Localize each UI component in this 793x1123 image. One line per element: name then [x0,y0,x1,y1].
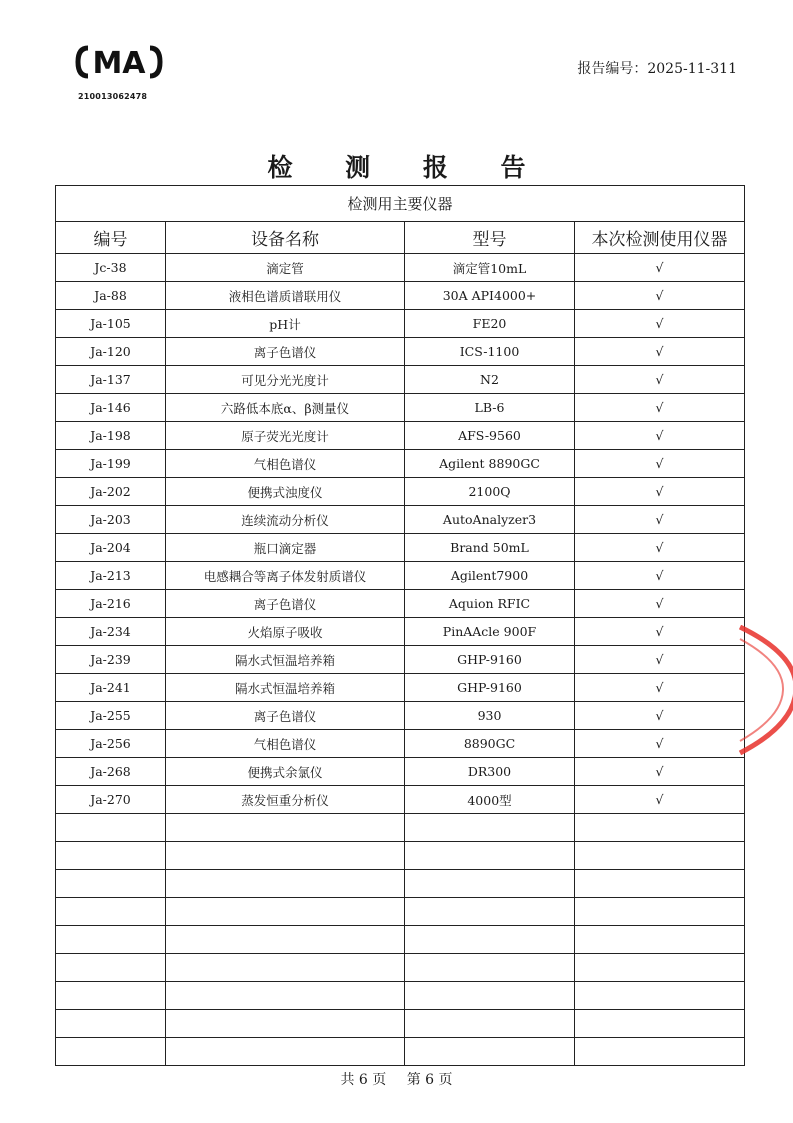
empty-cell [575,870,745,898]
page-title: 检 测 报 告 [267,153,548,182]
table-row [56,646,745,674]
table-row [56,730,745,758]
cell-number: Ja-255 [56,702,166,730]
cell-equipment-name: 蒸发恒重分析仪 [166,786,405,814]
cell-equipment-name: 连续流动分析仪 [166,506,405,534]
cell-equipment-name: 便携式余氯仪 [166,758,405,786]
table-row [56,310,745,338]
empty-cell [405,926,575,954]
empty-cell [56,982,166,1010]
empty-cell [56,926,166,954]
cell-used-check: √ [575,394,745,422]
cell-equipment-name: 便携式浊度仪 [166,478,405,506]
cell-number: Ja-203 [56,506,166,534]
empty-cell [405,1010,575,1038]
table-row [56,786,745,814]
cell-used-check: √ [575,310,745,338]
cell-model: AFS-9560 [405,422,575,450]
empty-cell [575,1038,745,1066]
column-header-model: 型号 [405,222,575,254]
cell-equipment-name: 隔水式恒温培养箱 [166,674,405,702]
cell-number: Ja-198 [56,422,166,450]
cell-number: Ja-234 [56,618,166,646]
cell-number: Ja-241 [56,674,166,702]
table-row [56,702,745,730]
table-row [56,758,745,786]
empty-cell [56,814,166,842]
empty-cell [56,842,166,870]
empty-table-row [56,1010,745,1038]
table-row [56,422,745,450]
empty-cell [405,898,575,926]
empty-cell [166,1038,405,1066]
cma-number: 210013062478 [78,92,148,101]
empty-table-row [56,1038,745,1066]
cell-model: Agilent7900 [405,562,575,590]
cell-equipment-name: 原子荧光光度计 [166,422,405,450]
cell-model: Aquion RFIC [405,590,575,618]
cell-used-check: √ [575,450,745,478]
cell-model: FE20 [405,310,575,338]
cell-equipment-name: 气相色谱仪 [166,730,405,758]
empty-cell [166,982,405,1010]
empty-cell [575,954,745,982]
empty-cell [575,814,745,842]
instrument-table [55,185,745,1066]
empty-cell [166,870,405,898]
table-row [56,282,745,310]
table-row [56,562,745,590]
svg-text:MA: MA [92,46,146,81]
cell-model: N2 [405,366,575,394]
cell-equipment-name: 隔水式恒温培养箱 [166,646,405,674]
cell-equipment-name: 离子色谱仪 [166,702,405,730]
cell-used-check: √ [575,730,745,758]
cell-used-check: √ [575,786,745,814]
cell-used-check: √ [575,366,745,394]
cell-model: 滴定管10mL [405,254,575,282]
cell-used-check: √ [575,702,745,730]
cell-number: Ja-202 [56,478,166,506]
cell-equipment-name: 离子色谱仪 [166,590,405,618]
cell-used-check: √ [575,590,745,618]
cell-equipment-name: 电感耦合等离子体发射质谱仪 [166,562,405,590]
cell-used-check: √ [575,254,745,282]
cell-used-check: √ [575,646,745,674]
table-row [56,478,745,506]
cell-equipment-name: 气相色谱仪 [166,450,405,478]
table-row [56,618,745,646]
table-row [56,254,745,282]
cell-equipment-name: 液相色谱质谱联用仪 [166,282,405,310]
empty-cell [575,1010,745,1038]
empty-cell [575,982,745,1010]
table-row [56,506,745,534]
empty-cell [405,1038,575,1066]
empty-cell [166,1010,405,1038]
table-caption: 检测用主要仪器 [56,186,745,222]
cell-number: Jc-38 [56,254,166,282]
empty-table-row [56,954,745,982]
cell-used-check: √ [575,618,745,646]
cell-model: GHP-9160 [405,674,575,702]
cell-number: Ja-88 [56,282,166,310]
empty-cell [575,842,745,870]
page-footer [0,1069,793,1089]
empty-cell [166,898,405,926]
empty-cell [166,814,405,842]
table-row [56,450,745,478]
table-row [56,674,745,702]
empty-table-row [56,842,745,870]
cell-model: Agilent 8890GC [405,450,575,478]
empty-cell [56,954,166,982]
cell-number: Ja-146 [56,394,166,422]
empty-cell [405,982,575,1010]
cell-number: Ja-137 [56,366,166,394]
cell-used-check: √ [575,338,745,366]
cell-equipment-name: 可见分光光度计 [166,366,405,394]
cell-equipment-name: 六路低本底α、β测量仪 [166,394,405,422]
empty-cell [56,870,166,898]
cell-number: Ja-239 [56,646,166,674]
empty-table-row [56,870,745,898]
cell-model: PinAAcle 900F [405,618,575,646]
table-row [56,338,745,366]
cell-used-check: √ [575,422,745,450]
report-number: 报告编号：2025-11-311 [577,61,737,77]
table-row [56,590,745,618]
cell-number: Ja-268 [56,758,166,786]
red-seal [738,625,793,755]
empty-cell [405,870,575,898]
cell-used-check: √ [575,674,745,702]
empty-table-row [56,982,745,1010]
cell-used-check: √ [575,506,745,534]
cell-number: Ja-105 [56,310,166,338]
empty-cell [575,898,745,926]
empty-cell [405,814,575,842]
cell-number: Ja-216 [56,590,166,618]
cell-equipment-name: 火焰原子吸收 [166,618,405,646]
empty-cell [166,842,405,870]
cell-used-check: √ [575,562,745,590]
cell-number: Ja-120 [56,338,166,366]
cell-equipment-name: 离子色谱仪 [166,338,405,366]
cell-model: 8890GC [405,730,575,758]
cell-model: 930 [405,702,575,730]
current-page: 第 6 页 [406,1072,453,1088]
cell-model: GHP-9160 [405,646,575,674]
cell-used-check: √ [575,282,745,310]
column-header-used: 本次检测使用仪器 [575,222,745,254]
cell-number: Ja-256 [56,730,166,758]
empty-cell [575,926,745,954]
cell-number: Ja-199 [56,450,166,478]
empty-cell [166,926,405,954]
column-header-equipment-name: 设备名称 [166,222,405,254]
table-row [56,534,745,562]
cell-model: LB-6 [405,394,575,422]
cell-model: ICS-1100 [405,338,575,366]
cell-number: Ja-270 [56,786,166,814]
cell-model: 30A API4000+ [405,282,575,310]
cell-model: 4000型 [405,786,575,814]
empty-cell [56,1010,166,1038]
cell-model: AutoAnalyzer3 [405,506,575,534]
cell-model: DR300 [405,758,575,786]
empty-cell [166,954,405,982]
empty-cell [405,842,575,870]
empty-table-row [56,898,745,926]
cell-equipment-name: 瓶口滴定器 [166,534,405,562]
cell-number: Ja-204 [56,534,166,562]
cell-equipment-name: 滴定管 [166,254,405,282]
table-row [56,366,745,394]
cell-equipment-name: pH计 [166,310,405,338]
total-pages: 共 6 页 [340,1072,387,1088]
table-row [56,394,745,422]
empty-cell [56,1038,166,1066]
cell-number: Ja-213 [56,562,166,590]
column-header-number: 编号 [56,222,166,254]
cell-used-check: √ [575,478,745,506]
cell-model: 2100Q [405,478,575,506]
cell-used-check: √ [575,758,745,786]
cell-model: Brand 50mL [405,534,575,562]
empty-cell [405,954,575,982]
empty-table-row [56,926,745,954]
empty-table-row [56,814,745,842]
empty-cell [56,898,166,926]
cell-used-check: √ [575,534,745,562]
